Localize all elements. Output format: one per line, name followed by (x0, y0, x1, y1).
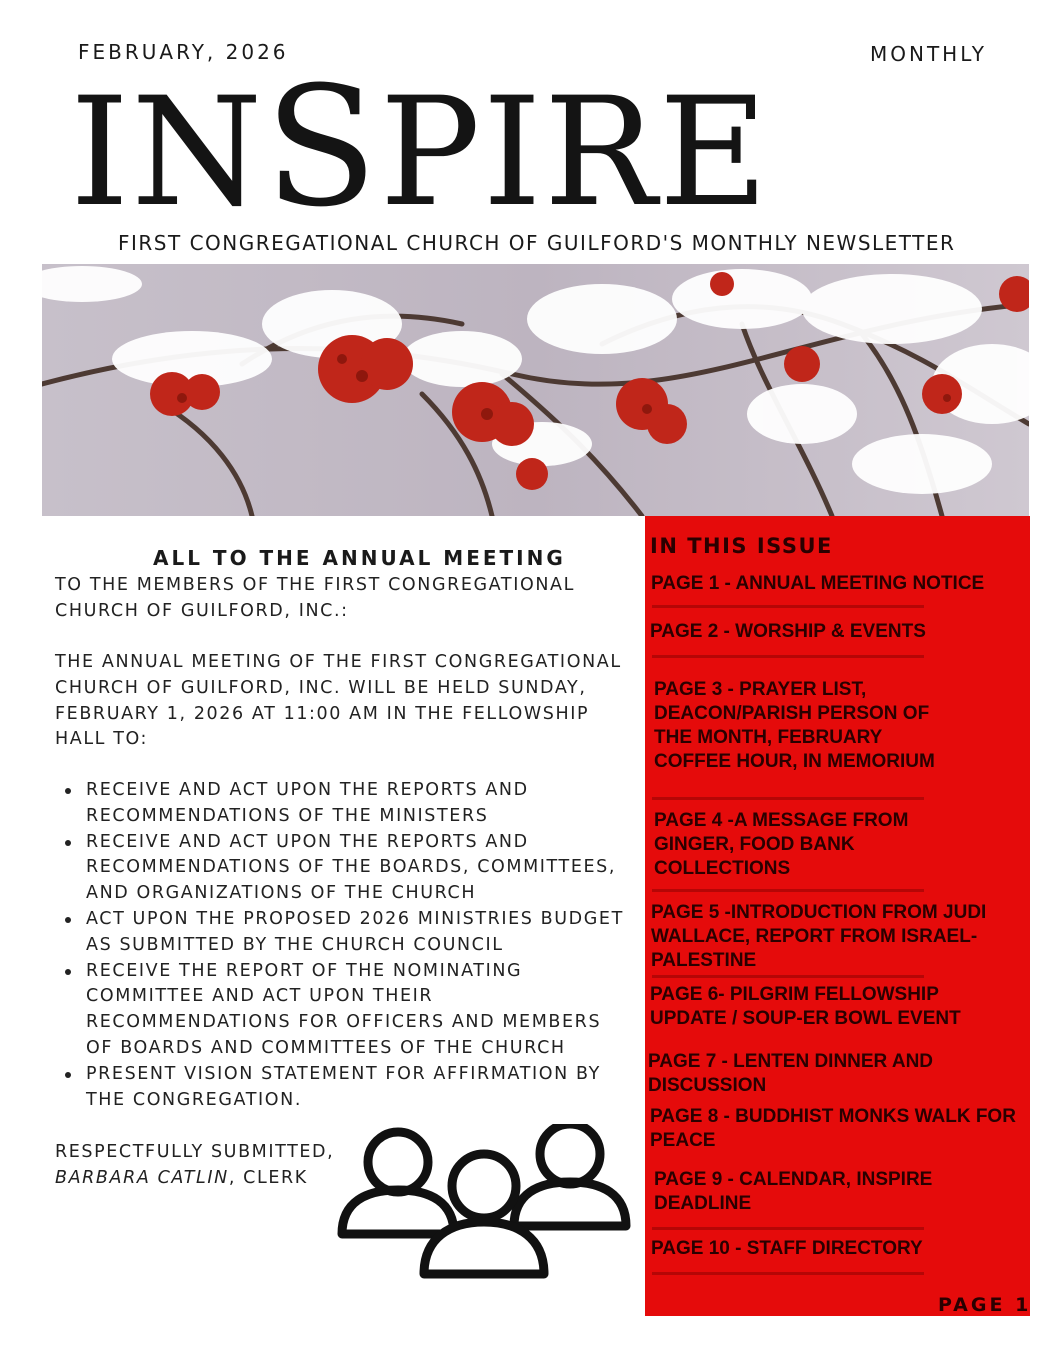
toc-item-line: COFFEE HOUR, IN MEMORIUM (654, 751, 935, 772)
agenda-item-line: RECOMMENDATIONS OF THE BOARDS, COMMITTEES, (86, 857, 617, 878)
agenda-item-line: OF BOARDS AND COMMITTEES OF THE CHURCH (86, 1037, 566, 1058)
meeting-paragraph (55, 650, 622, 753)
toc-item (651, 901, 1021, 973)
toc-item-line: PAGE 1 - ANNUAL MEETING NOTICE (651, 573, 985, 594)
toc-item-line: PAGE 9 - CALENDAR, INSPIRE (654, 1169, 933, 1190)
toc-item-line: THE MONTH, FEBRUARY (654, 727, 883, 748)
agenda-item-line: RECEIVE AND ACT UPON THE REPORTS AND (86, 831, 529, 852)
toc-item-line: PAGE 8 - BUDDHIST MONKS WALK FOR (650, 1106, 1016, 1127)
toc-item-line: WALLACE, REPORT FROM ISRAEL- (651, 926, 978, 947)
toc-item-line: PAGE 6- PILGRIM FELLOWSHIP (650, 984, 939, 1005)
toc-item-line: PAGE 3 - PRAYER LIST, (654, 679, 867, 700)
toc-item (650, 1105, 1020, 1153)
agenda-item (55, 907, 655, 959)
toc-item-line: PAGE 7 - LENTEN DINNER AND (648, 1051, 934, 1072)
toc-divider (652, 605, 924, 608)
toc-item-line: PEACE (650, 1130, 716, 1151)
toc-item (654, 809, 1024, 881)
meeting-paragraph-line: HALL TO: (55, 729, 149, 750)
page-number: PAGE 1 (938, 1294, 1032, 1316)
masthead-title-part: S (264, 51, 380, 243)
toc-item (651, 1237, 1021, 1261)
toc-item-line: DEACON/PARISH PERSON OF (654, 703, 930, 724)
meeting-salutation-line-1: TO THE MEMBERS OF THE FIRST CONGREGATIONAL (55, 575, 575, 595)
toc-divider (652, 655, 924, 658)
agenda-item-line: THE CONGREGATION. (86, 1089, 302, 1110)
toc-item (650, 983, 1020, 1031)
agenda-item (55, 959, 655, 1062)
toc-divider (652, 1227, 924, 1230)
meeting-paragraph-line: FEBRUARY 1, 2026 AT 11:00 AM IN THE FELLOWSHIP (55, 703, 590, 724)
agenda-item (55, 830, 655, 907)
signature-line (55, 1166, 308, 1192)
signer-name: BARBARA CATLIN (55, 1168, 229, 1188)
agenda-item-line: AS SUBMITTED BY THE CHURCH COUNCIL (86, 934, 504, 955)
agenda-item (55, 1062, 655, 1114)
issue-frequency: MONTHLY (870, 42, 987, 66)
agenda-item-line: COMMITTEE AND ACT UPON THEIR (86, 986, 434, 1007)
agenda-item-line: RECOMMENDATIONS FOR OFFICERS AND MEMBERS (86, 1012, 602, 1033)
meeting-agenda-list (55, 778, 655, 1113)
toc-item-line: COLLECTIONS (654, 858, 791, 879)
toc-item-line: PALESTINE (651, 950, 757, 971)
toc-item (654, 678, 1024, 774)
toc-item-line: DEADLINE (654, 1193, 752, 1214)
issue-date: FEBRUARY, 2026 (78, 40, 289, 64)
agenda-item (55, 778, 655, 830)
meeting-title: ALL TO THE ANNUAL MEETING (153, 546, 566, 570)
toc-item (654, 1168, 1024, 1216)
toc-item-line: PAGE 2 - WORSHIP & EVENTS (650, 621, 926, 642)
signoff: RESPECTFULLY SUBMITTED, (55, 1142, 335, 1162)
toc-item-line: DISCUSSION (648, 1075, 767, 1096)
agenda-item-line: RECEIVE AND ACT UPON THE REPORTS AND (86, 780, 529, 800)
toc-item (648, 1050, 1018, 1098)
toc-item-line: UPDATE / SOUP-ER BOWL EVENT (650, 1008, 961, 1029)
meeting-salutation-line-2: CHURCH OF GUILFORD, INC.: (55, 601, 349, 621)
agenda-item-line: PRESENT VISION STATEMENT FOR AFFIRMATION BY (86, 1063, 601, 1084)
toc-divider (652, 797, 924, 800)
toc-divider (652, 889, 924, 892)
meeting-paragraph-line: CHURCH OF GUILFORD, INC. WILL BE HELD SUNDAY, (55, 677, 587, 698)
toc-item-line: GINGER, FOOD BANK (654, 834, 855, 855)
in-this-issue-heading: IN THIS ISSUE (650, 534, 833, 558)
toc-item (651, 572, 1021, 596)
toc-item-line: PAGE 4 -A MESSAGE FROM (654, 810, 909, 831)
newsletter-subtitle: FIRST CONGREGATIONAL CHURCH OF GUILFORD'S MONTHLY NEWSLETTER (118, 231, 956, 255)
agenda-item-line: ACT UPON THE PROPOSED 2026 MINISTRIES BUDGET (86, 908, 624, 929)
toc-item (650, 620, 1020, 644)
toc-item-line: PAGE 5 -INTRODUCTION FROM JUDI (651, 902, 987, 923)
masthead-title-part: PIRE (379, 66, 771, 240)
meeting-paragraph-line: THE ANNUAL MEETING OF THE FIRST CONGREGATIONAL (55, 652, 622, 672)
agenda-item-line: RECEIVE THE REPORT OF THE NOMINATING (86, 960, 523, 981)
agenda-item-line: RECOMMENDATIONS OF THE MINISTERS (86, 805, 489, 826)
masthead-title-part: IN (70, 66, 265, 240)
signer-role: , CLERK (228, 1168, 308, 1188)
toc-divider (652, 1272, 924, 1275)
agenda-item-line: AND ORGANIZATIONS OF THE CHURCH (86, 883, 477, 904)
toc-divider (652, 975, 924, 978)
toc-item-line: PAGE 10 - STAFF DIRECTORY (651, 1238, 923, 1259)
hero-photo (42, 264, 1029, 516)
people-group-icon (336, 1124, 632, 1284)
